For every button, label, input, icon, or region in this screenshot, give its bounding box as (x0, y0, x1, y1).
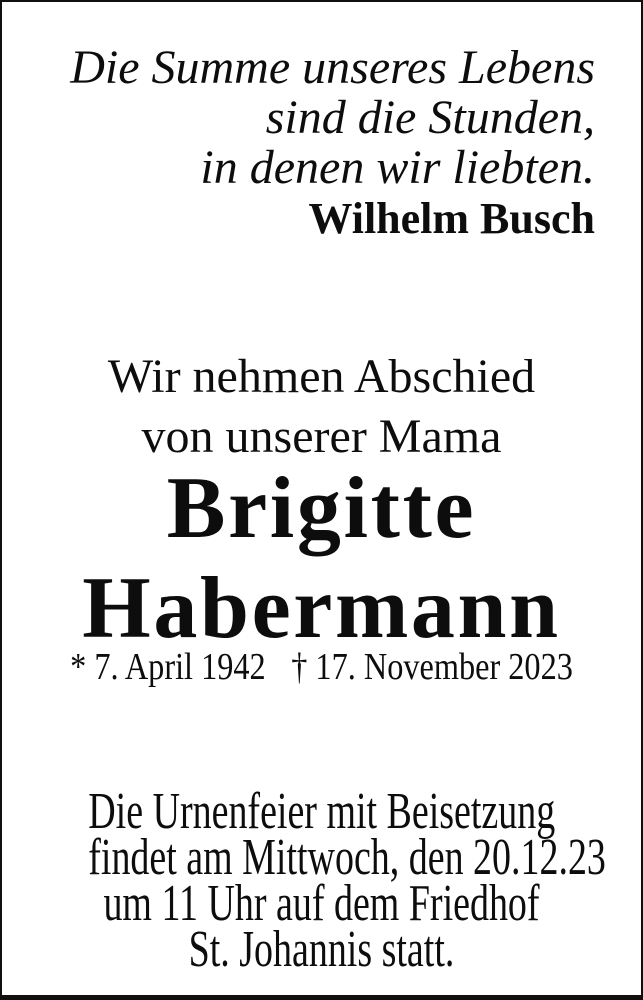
ceremony-line-4: St. Johannis statt. (188, 921, 455, 978)
birth-date: * 7. April 1942 (70, 646, 266, 688)
deceased-last-name: Habermann (82, 560, 561, 657)
death-date: † 17. November 2023 (291, 646, 573, 688)
quote-line-1: Die Summe unseres Lebens (70, 41, 595, 94)
quote-attribution: Wilhelm Busch (308, 194, 595, 243)
life-dates (50, 645, 593, 689)
quote-block (2, 2, 641, 245)
deceased-name (2, 459, 641, 659)
ceremony-line-2: findet am Mittwoch, den 20.12.23 (88, 829, 606, 886)
quote-line-2: sind die Stunden, (265, 91, 595, 144)
quote-line-3: in denen wir liebten. (200, 141, 595, 194)
ceremony-line-3: um 11 Uhr auf dem Friedhof (103, 875, 540, 932)
ceremony-block (2, 783, 641, 978)
ceremony-line-1: Die Urnenfeier mit Beisetzung (88, 783, 556, 840)
announcement-block (2, 347, 641, 467)
announcement-line-1: Wir nehmen Abschied (107, 350, 536, 403)
deceased-first-name: Brigitte (166, 460, 477, 557)
announcement-line-2: von unserer Mama (141, 410, 502, 463)
